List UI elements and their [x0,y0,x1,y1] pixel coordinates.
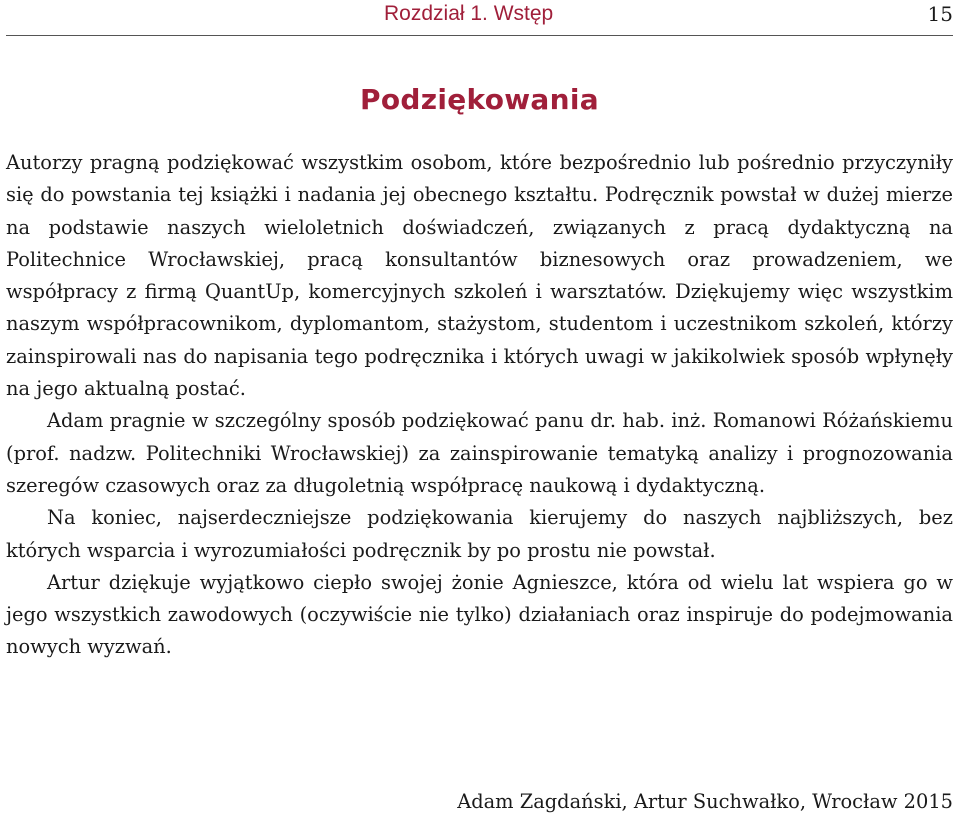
document-page [6,0,953,826]
page-number: 15 [927,2,953,26]
paragraph: Autorzy pragną podziękować wszystkim osobom, które bezpośrednio lub pośrednio przyczyniły się do powstania tej książki i nadania jej obecnego kształtu. Podręcznik powstał w dużej mierze na podstawie naszych wieloletnich doświadczeń, związanych z pracą dydaktyczną na Politechnice Wrocławskiej, pracą konsultantów biznesowych oraz prowadzeniem, we współpracy z firmą QuantUp, komercyjnych szkoleń i warsztatów. Dziękujemy więc wszystkim naszym współpracownikom, dyplomantom, stażystom, studentom i uczestnikom szkoleń, którzy zainspirowali nas do napisania tego podręcznika i których uwagi w jakikolwiek sposób wpłynęły na jego aktualną postać. [6,151,953,401]
section-title: Podziękowania [360,83,599,116]
paragraph: Artur dziękuje wyjątkowo ciepło swojej żonie Agnieszce, która od wielu lat wspiera go w jego wszystkich zawodowych (oczywiście nie tylko) działaniach oraz inspiruje do podejmowania nowych wyzwań. [6,570,953,659]
paragraph: Na koniec, najserdeczniejsze podziękowania kierujemy do naszych najbliższych, bez których wsparcia i wyrozumiałości podręcznik by po prostu nie powstał. [6,506,953,562]
signature: Adam Zagdański, Artur Suchwałko, Wrocław 2015 [457,790,953,813]
paragraph: Adam pragnie w szczególny sposób podziękować panu dr. hab. inż. Romanowi Różańskiemu (prof. nadzw. Politechniki Wrocławskiej) za zainspirowanie tematyką analizy i prognozowania szeregów czasowych oraz za długoletnią współpracę naukową i dydaktyczną. [6,409,953,497]
body-text [6,147,953,664]
header-rule [6,35,953,36]
chapter-title: Rozdział 1. Wstęp [384,2,554,25]
running-header [6,2,953,32]
